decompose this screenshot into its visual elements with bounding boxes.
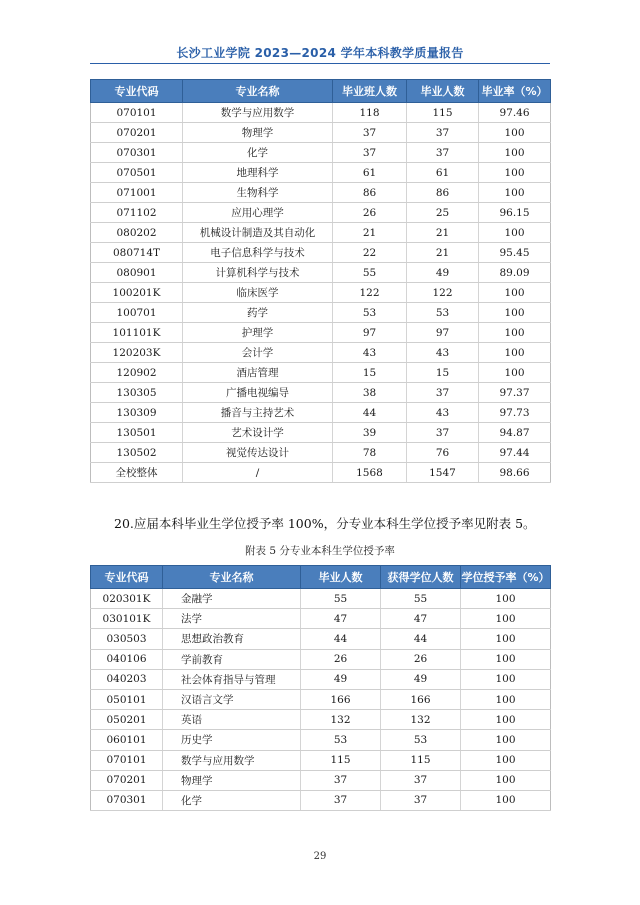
table-cell: 132 — [301, 710, 381, 730]
table-cell: 100 — [479, 163, 551, 183]
table-row — [91, 790, 551, 810]
table-cell: 学前教育 — [163, 649, 301, 669]
table-cell: 97 — [407, 323, 479, 343]
table-cell: 电子信息科学与技术 — [183, 243, 333, 263]
table-cell: 会计学 — [183, 343, 333, 363]
table-row — [91, 343, 551, 363]
column-header: 专业代码 — [91, 566, 163, 589]
table-cell: 26 — [333, 203, 407, 223]
column-header: 专业名称 — [163, 566, 301, 589]
table-cell: 播音与主持艺术 — [183, 403, 333, 423]
table-cell: 护理学 — [183, 323, 333, 343]
column-header: 毕业人数 — [301, 566, 381, 589]
table-row — [91, 183, 551, 203]
table-cell: 应用心理学 — [183, 203, 333, 223]
table-cell: 临床医学 — [183, 283, 333, 303]
table-cell: 100 — [479, 363, 551, 383]
table-cell: 100 — [479, 123, 551, 143]
table-row — [91, 323, 551, 343]
table-cell: 43 — [407, 403, 479, 423]
table-cell: 社会体育指导与管理 — [163, 669, 301, 689]
table-cell: 61 — [333, 163, 407, 183]
table-cell: 100 — [479, 183, 551, 203]
table-cell: 55 — [301, 589, 381, 609]
table-row — [91, 609, 551, 629]
table-cell: 166 — [301, 689, 381, 709]
table-cell: 100 — [479, 303, 551, 323]
table-row — [91, 423, 551, 443]
table-cell: 44 — [301, 629, 381, 649]
column-header: 毕业班人数 — [333, 80, 407, 103]
table-row — [91, 770, 551, 790]
table-cell: / — [183, 463, 333, 483]
table-cell: 122 — [407, 283, 479, 303]
table-cell: 37 — [407, 423, 479, 443]
table-row — [91, 103, 551, 123]
table-cell: 115 — [407, 103, 479, 123]
table-cell: 130502 — [91, 443, 183, 463]
table-cell: 化学 — [183, 143, 333, 163]
table-cell: 37 — [301, 790, 381, 810]
table-cell: 49 — [381, 669, 461, 689]
table-cell: 药学 — [183, 303, 333, 323]
table-cell: 37 — [407, 123, 479, 143]
table-cell: 100 — [461, 589, 551, 609]
table-cell: 132 — [381, 710, 461, 730]
table-cell: 艺术设计学 — [183, 423, 333, 443]
table-row — [91, 203, 551, 223]
table-cell: 15 — [333, 363, 407, 383]
table-cell: 070501 — [91, 163, 183, 183]
table-cell: 97 — [333, 323, 407, 343]
table-cell: 100 — [461, 649, 551, 669]
table-cell: 英语 — [163, 710, 301, 730]
table-cell: 100 — [461, 710, 551, 730]
table-cell: 广播电视编导 — [183, 383, 333, 403]
table-cell: 120203K — [91, 343, 183, 363]
table-cell: 38 — [333, 383, 407, 403]
table-cell: 100 — [479, 143, 551, 163]
table-cell: 166 — [381, 689, 461, 709]
table-cell: 070201 — [91, 770, 163, 790]
table-cell: 数学与应用数学 — [183, 103, 333, 123]
table-row — [91, 443, 551, 463]
table-cell: 37 — [333, 123, 407, 143]
table-cell: 130305 — [91, 383, 183, 403]
table-cell: 020301K — [91, 589, 163, 609]
table-header-row — [91, 80, 551, 103]
table-cell: 130309 — [91, 403, 183, 423]
table-row — [91, 223, 551, 243]
graduation-rate-table — [90, 79, 551, 483]
table-cell: 070201 — [91, 123, 183, 143]
table-cell: 37 — [301, 770, 381, 790]
table-cell: 21 — [407, 223, 479, 243]
table-cell: 21 — [407, 243, 479, 263]
table-cell: 53 — [381, 730, 461, 750]
table-cell: 21 — [333, 223, 407, 243]
column-header: 获得学位人数 — [381, 566, 461, 589]
table-cell: 030503 — [91, 629, 163, 649]
table-cell: 040106 — [91, 649, 163, 669]
page-header-title: 长沙工业学院 2023—2024 学年本科教学质量报告 — [176, 46, 464, 60]
table-cell: 100 — [461, 689, 551, 709]
table-cell: 115 — [301, 750, 381, 770]
table-cell: 78 — [333, 443, 407, 463]
table-cell: 070101 — [91, 103, 183, 123]
table-cell: 86 — [407, 183, 479, 203]
section-note: 20.应届本科毕业生学位授予率 100%，分专业本科生学位授予率见附表 5。 — [114, 516, 536, 531]
column-header: 专业代码 — [91, 80, 183, 103]
table-cell: 物理学 — [163, 770, 301, 790]
table-cell: 071001 — [91, 183, 183, 203]
table-cell: 100701 — [91, 303, 183, 323]
table-cell: 115 — [381, 750, 461, 770]
table-row — [91, 669, 551, 689]
table-cell: 物理学 — [183, 123, 333, 143]
table-cell: 98.66 — [479, 463, 551, 483]
table-cell: 080202 — [91, 223, 183, 243]
table-cell: 37 — [381, 770, 461, 790]
table-cell: 080714T — [91, 243, 183, 263]
table-row — [91, 383, 551, 403]
table-cell: 118 — [333, 103, 407, 123]
table-cell: 1568 — [333, 463, 407, 483]
table-cell: 思想政治教育 — [163, 629, 301, 649]
table-cell: 100 — [479, 343, 551, 363]
table-cell: 100201K — [91, 283, 183, 303]
table-cell: 39 — [333, 423, 407, 443]
table-row — [91, 123, 551, 143]
table-header-row — [91, 566, 551, 589]
column-header: 学位授予率（%） — [461, 566, 551, 589]
table-cell: 94.87 — [479, 423, 551, 443]
table-cell: 100 — [479, 283, 551, 303]
table-cell: 060101 — [91, 730, 163, 750]
table-cell: 030101K — [91, 609, 163, 629]
table-cell: 120902 — [91, 363, 183, 383]
table-row — [91, 243, 551, 263]
table-cell: 1547 — [407, 463, 479, 483]
table-row — [91, 283, 551, 303]
table-cell: 95.45 — [479, 243, 551, 263]
table-cell: 53 — [301, 730, 381, 750]
table-row — [91, 263, 551, 283]
table-row — [91, 629, 551, 649]
table-cell: 100 — [461, 790, 551, 810]
table-row — [91, 403, 551, 423]
table-cell: 86 — [333, 183, 407, 203]
table-cell: 15 — [407, 363, 479, 383]
table-caption: 附表 5 分专业本科生学位授予率 — [245, 545, 395, 557]
table-cell: 全校整体 — [91, 463, 183, 483]
table-cell: 101101K — [91, 323, 183, 343]
table-cell: 26 — [381, 649, 461, 669]
table-cell: 070101 — [91, 750, 163, 770]
column-header: 毕业率（%） — [479, 80, 551, 103]
table-cell: 040203 — [91, 669, 163, 689]
table-cell: 97.73 — [479, 403, 551, 423]
table-cell: 100 — [461, 609, 551, 629]
table-cell: 26 — [301, 649, 381, 669]
table-cell: 计算机科学与技术 — [183, 263, 333, 283]
table-cell: 100 — [461, 730, 551, 750]
table-cell: 070301 — [91, 790, 163, 810]
table-row — [91, 143, 551, 163]
table-cell: 44 — [333, 403, 407, 423]
table-row — [91, 710, 551, 730]
table-row — [91, 750, 551, 770]
table-cell: 55 — [333, 263, 407, 283]
table-cell: 100 — [479, 323, 551, 343]
table-cell: 37 — [407, 143, 479, 163]
table-cell: 122 — [333, 283, 407, 303]
table-row — [91, 303, 551, 323]
table-cell: 76 — [407, 443, 479, 463]
table-cell: 37 — [333, 143, 407, 163]
table-cell: 100 — [479, 223, 551, 243]
table-cell: 49 — [301, 669, 381, 689]
table-cell: 96.15 — [479, 203, 551, 223]
table-row — [91, 163, 551, 183]
table-row — [91, 363, 551, 383]
table-cell: 100 — [461, 629, 551, 649]
table-cell: 97.46 — [479, 103, 551, 123]
table-cell: 100 — [461, 750, 551, 770]
table-cell: 汉语言文学 — [163, 689, 301, 709]
table-cell: 历史学 — [163, 730, 301, 750]
table-cell: 070301 — [91, 143, 183, 163]
column-header: 专业名称 — [183, 80, 333, 103]
table-cell: 酒店管理 — [183, 363, 333, 383]
table-cell: 050101 — [91, 689, 163, 709]
column-header: 毕业人数 — [407, 80, 479, 103]
table-cell: 37 — [407, 383, 479, 403]
table-row — [91, 689, 551, 709]
table-cell: 97.44 — [479, 443, 551, 463]
table-cell: 89.09 — [479, 263, 551, 283]
table-cell: 97.37 — [479, 383, 551, 403]
table-cell: 050201 — [91, 710, 163, 730]
table-row — [91, 463, 551, 483]
table-cell: 37 — [381, 790, 461, 810]
table-cell: 地理科学 — [183, 163, 333, 183]
table-cell: 视觉传达设计 — [183, 443, 333, 463]
table-cell: 071102 — [91, 203, 183, 223]
table-row — [91, 589, 551, 609]
table-cell: 化学 — [163, 790, 301, 810]
header-rule — [90, 63, 550, 64]
table-cell: 61 — [407, 163, 479, 183]
table-cell: 55 — [381, 589, 461, 609]
table-cell: 47 — [301, 609, 381, 629]
table-cell: 44 — [381, 629, 461, 649]
degree-award-rate-table — [90, 565, 551, 811]
table-cell: 机械设计制造及其自动化 — [183, 223, 333, 243]
table-row — [91, 730, 551, 750]
table-cell: 100 — [461, 770, 551, 790]
table-cell: 49 — [407, 263, 479, 283]
table-cell: 100 — [461, 669, 551, 689]
table-cell: 22 — [333, 243, 407, 263]
table-cell: 47 — [381, 609, 461, 629]
page-number: 29 — [313, 851, 327, 862]
table-cell: 43 — [407, 343, 479, 363]
table-cell: 080901 — [91, 263, 183, 283]
table-cell: 25 — [407, 203, 479, 223]
table-row — [91, 649, 551, 669]
table-cell: 数学与应用数学 — [163, 750, 301, 770]
table-cell: 53 — [333, 303, 407, 323]
table-cell: 法学 — [163, 609, 301, 629]
table-cell: 生物科学 — [183, 183, 333, 203]
table-cell: 金融学 — [163, 589, 301, 609]
table-cell: 130501 — [91, 423, 183, 443]
table-cell: 53 — [407, 303, 479, 323]
table-cell: 43 — [333, 343, 407, 363]
